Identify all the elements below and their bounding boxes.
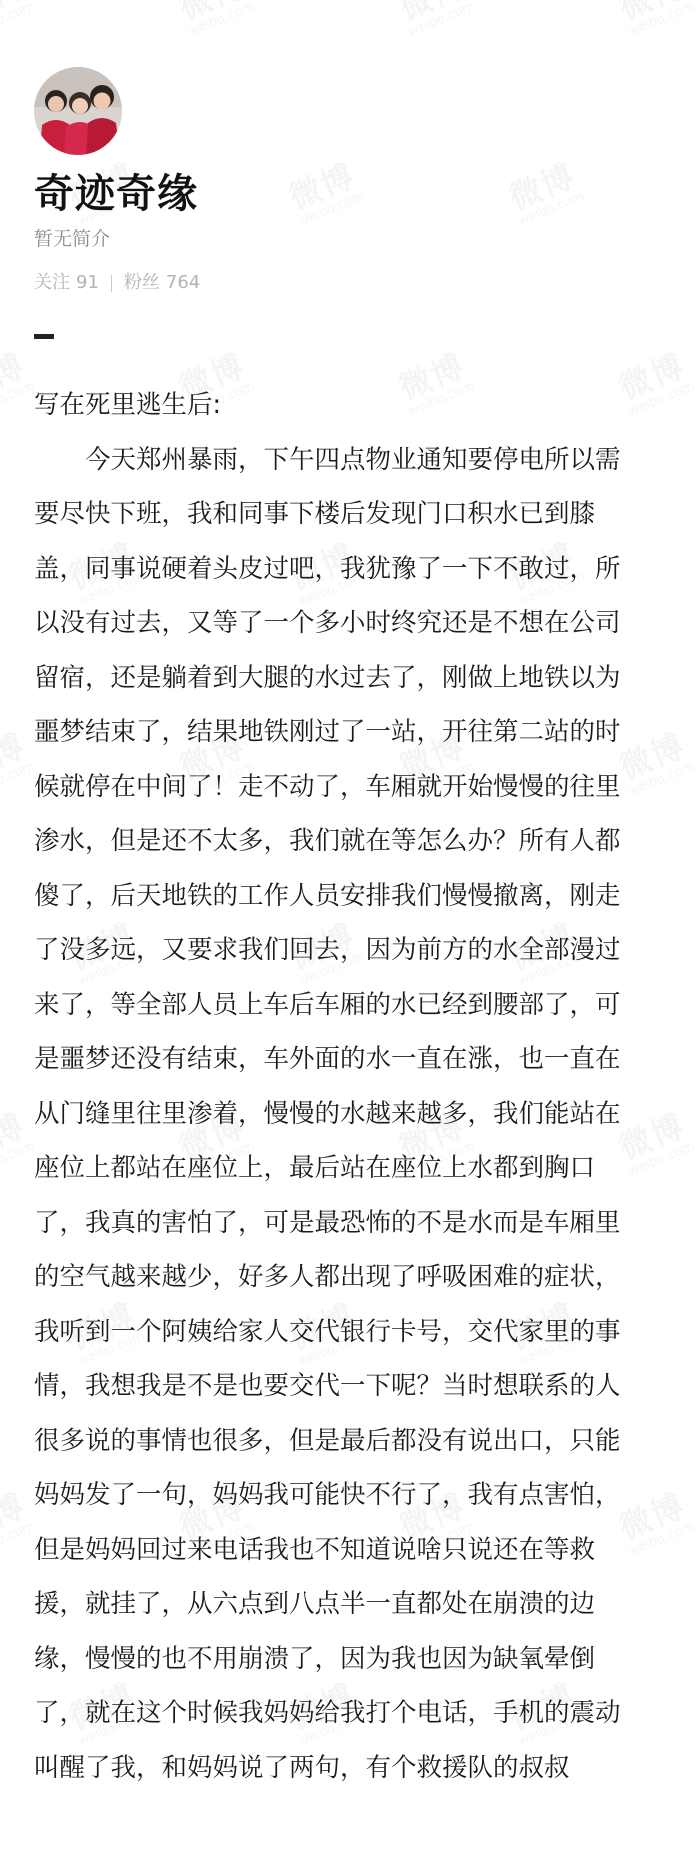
watermark xyxy=(0,0,36,38)
watermark xyxy=(614,0,697,38)
followers-label: 粉丝 xyxy=(123,272,160,293)
post-body: 今天郑州暴雨，下午四点物业通知要停电所以需要尽快下班，我和同事下楼后发现门口积水已到膝盖，同事说硬着头皮过吧，我犹豫了一下不敢过，所以没有过去，又等了一个多小时终究还是不想在公司留宿，还是躺着到大腿的水过去了，刚做上地铁以为噩梦结束了，结果地铁刚过了一站，开往第二站的时候就停在中间了！走不动了，车厢就开始慢慢的往里渗水，但是还不太多，我们就在等怎么办？所有人都傻了，后天地铁的工作人员安排我们慢慢撤离，刚走了没多远，又要求我们回去，因为前方的水全部漫过来了，等全部人员上车后车厢的水已经到腰部了，可是噩梦还没有结束，车外面的水一直在涨，也一直在从门缝里往里渗着，慢慢的水越来越多，我们能站在座位上都站在座位上，最后站在座位上水都到胸口了，我真的害怕了，可是最恐怖的不是水而是车厢里的空气越来越少，好多人都出现了呼吸困难的症状，我听到一个阿姨给家人交代银行卡号，交代家里的事情，我想我是不是也要交代一下呢？当时想联系的人很多说的事情也很多，但是最后都没有说出口，只能妈妈发了一句，妈妈我可能快不行了，我有点害怕，但是妈妈回过来电话我也不知道说啥只说还在等救援，就挂了，从六点到八点半一直都处在崩溃的边缘，慢慢的也不用崩溃了，因为我也因为缺氧晕倒了，就在这个时候我妈妈给我打个电话，手机的震动叫醒了我，和妈妈说了两句，有个救援队的叔叔 xyxy=(34,444,621,1783)
avatar[interactable] xyxy=(34,67,122,155)
post-content xyxy=(34,378,644,1795)
watermark xyxy=(174,0,257,38)
watermark xyxy=(0,1489,36,1559)
profile-bio: 暂无简介 xyxy=(34,228,111,250)
following-stat[interactable] xyxy=(34,270,99,296)
watermark xyxy=(394,0,477,38)
section-divider xyxy=(34,334,54,339)
stats-divider xyxy=(111,275,112,292)
following-count: 91 xyxy=(76,272,99,293)
watermark xyxy=(0,349,36,419)
post-heading: 写在死里逃生后: xyxy=(34,390,222,420)
watermark xyxy=(0,729,36,799)
profile-name: 奇迹奇缘 xyxy=(34,171,198,217)
watermark xyxy=(284,159,367,229)
watermark xyxy=(504,159,587,229)
followers-count: 764 xyxy=(165,272,201,293)
following-label: 关注 xyxy=(34,272,70,293)
followers-stat[interactable] xyxy=(124,270,200,296)
profile-stats xyxy=(34,270,200,296)
watermark xyxy=(0,1109,36,1179)
avatar-image xyxy=(34,67,122,155)
